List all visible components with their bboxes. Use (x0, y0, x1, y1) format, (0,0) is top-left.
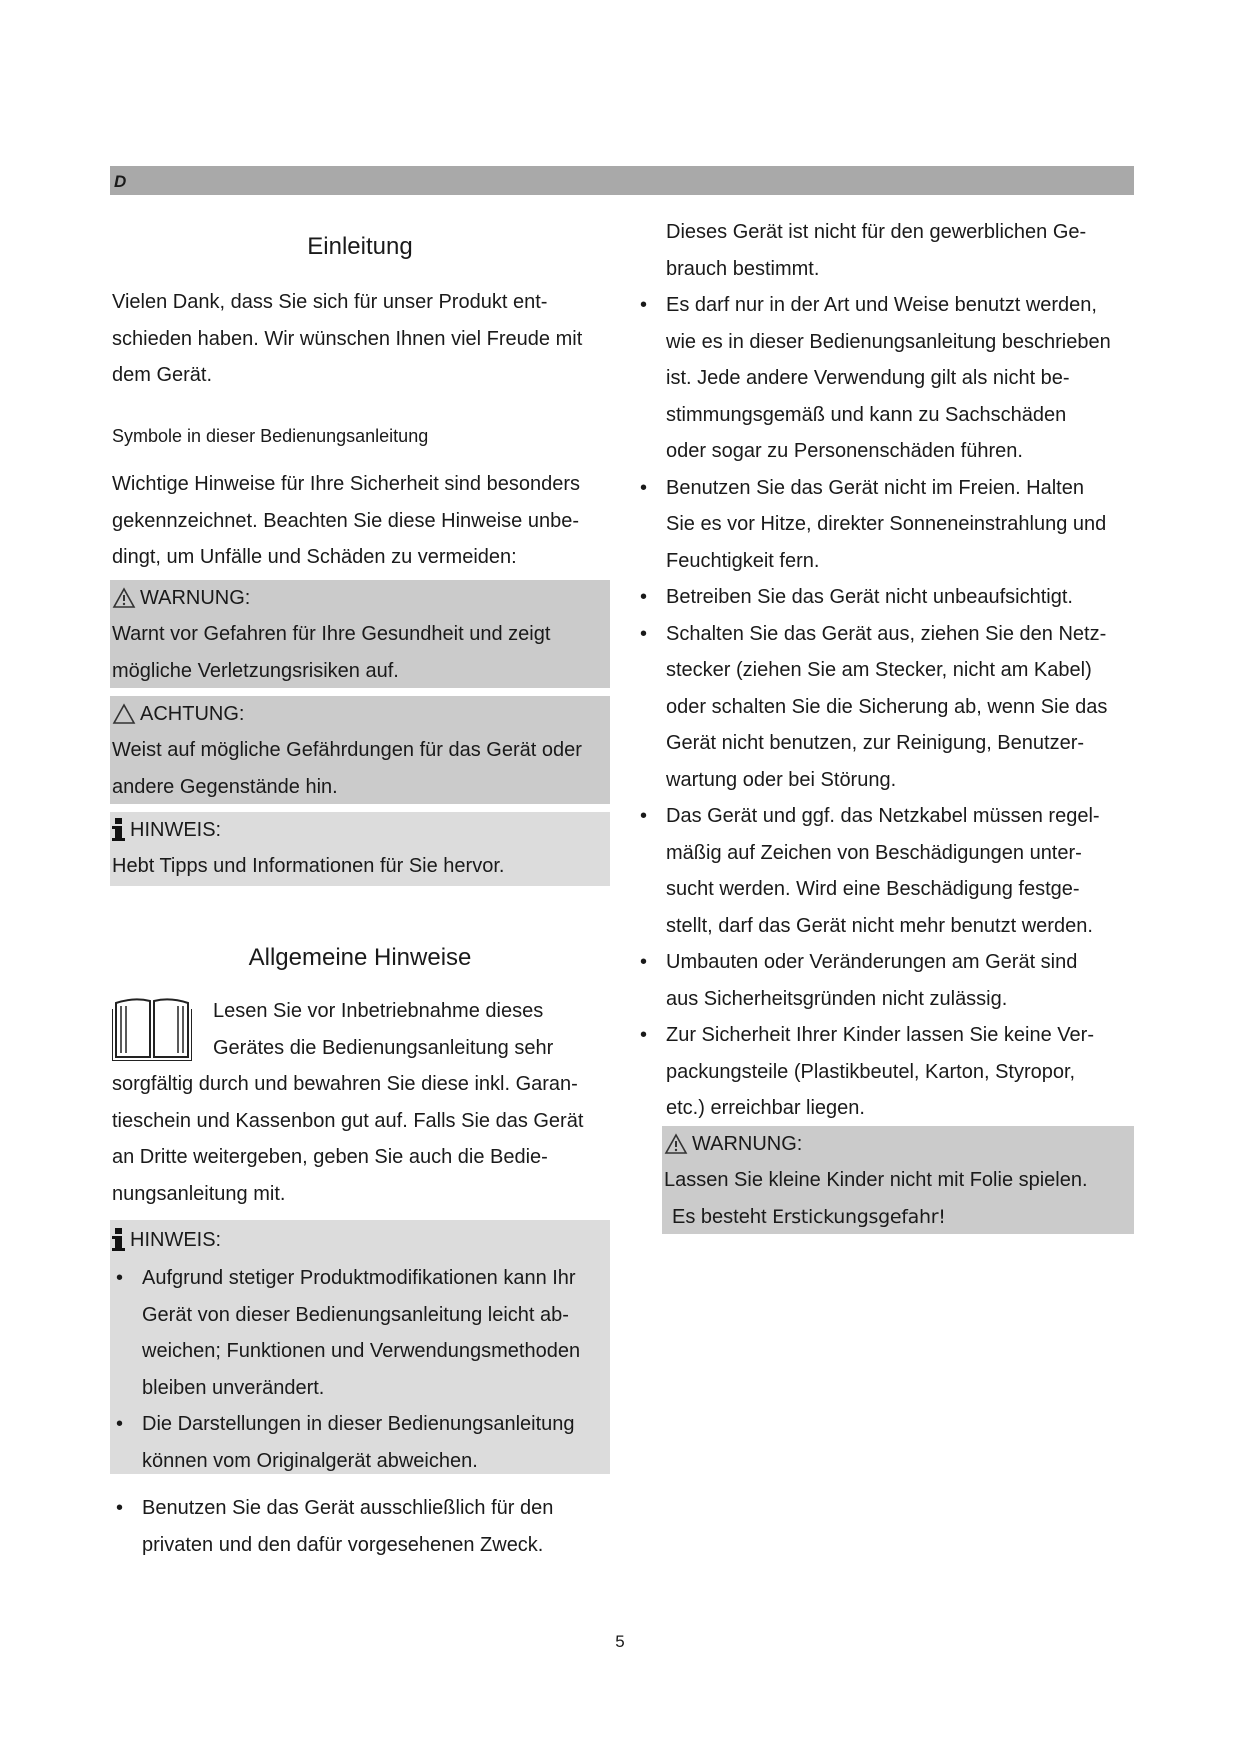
symbols-text: Wichtige Hinweise für Ihre Sicherheit sind besonders gekennzeichnet. Beachten Sie diese Hinweise unbe- dingt, um Unfälle und Schäden zu vermeiden: (112, 473, 580, 568)
list-item: • Das Gerät und ggf. das Netzkabel müssen regel- mäßig auf Zeichen von Beschädigungen unter- sucht werden. Wird eine Beschädigung festge- stellt, darf das Gerät nicht mehr benutzt werden. (636, 798, 1136, 944)
note2-title: HINWEIS: (130, 1229, 222, 1251)
header-bar (110, 166, 1134, 195)
warning-triangle-icon (664, 1133, 688, 1155)
caution-box (110, 696, 610, 804)
note-text: Hebt Tipps und Informationen für Sie hervor. (112, 855, 505, 877)
book-icon (112, 995, 192, 1061)
list-item: • Umbauten oder Veränderungen am Gerät sind aus Sicherheitsgründen nicht zulässig. (636, 944, 1136, 1017)
continuation-text: Dieses Gerät ist nicht für den gewerblichen Ge- brauch bestimmt. (666, 221, 1087, 280)
warning-text: Warnt vor Gefahren für Ihre Gesundheit und zeigt mögliche Verletzungsrisiken auf. (112, 623, 551, 682)
note-title: HINWEIS: (130, 819, 222, 841)
general-title: Allgemeine Hinweise (248, 944, 472, 971)
warning-right-text: Lassen Sie kleine Kinder nicht mit Folie spielen. Es besteht Erstickungsgefahr! (664, 1169, 1088, 1228)
list-item: • Benutzen Sie das Gerät nicht im Freien. Halten Sie es vor Hitze, direkter Sonneneinstrahlung und Feuchtigkeit fern. (636, 470, 1136, 580)
note-box (110, 812, 610, 886)
warning-box (110, 580, 610, 688)
left-bullet-list (112, 1490, 612, 1563)
list-item: • Schalten Sie das Gerät aus, ziehen Sie den Netz- stecker (ziehen Sie am Stecker, nicht am Kabel) oder schalten Sie die Sicherung ab, wenn Sie das Gerät nicht benutzen, zur Reinigung, Benutzer- wartung oder bei Störung. (636, 616, 1136, 799)
list-item: • Die Darstellungen in dieser Bedienungsanleitung können vom Originalgerät abweichen. (112, 1406, 610, 1479)
list-item: • Zur Sicherheit Ihrer Kinder lassen Sie keine Ver- packungsteile (Plastikbeutel, Karton, Styropor, etc.) erreichbar liegen. (636, 1017, 1136, 1127)
language-code: D (114, 172, 127, 191)
warning-box-right (662, 1126, 1134, 1234)
list-item: • Betreiben Sie das Gerät nicht unbeaufsichtigt. (636, 579, 1136, 616)
info-icon (112, 1228, 126, 1252)
list-item: • Benutzen Sie das Gerät ausschließlich für den privaten und den dafür vorgesehenen Zweck. (112, 1490, 612, 1563)
note-box-2 (110, 1220, 610, 1474)
general-text: sorgfältig durch und bewahren Sie diese inkl. Garan- tieschein und Kassenbon gut auf. Falls Sie das Gerät an Dritte weitergeben, geben Sie auch die Bedie- nungsanleitung mit. (112, 1073, 584, 1205)
warning-right-title: WARNUNG: (692, 1133, 803, 1155)
right-bullet-list (636, 287, 1136, 1127)
warning-triangle-icon (112, 587, 136, 609)
symbols-heading: Symbole in dieser Bedienungsanleitung (112, 426, 429, 446)
page-number: 5 (615, 1632, 625, 1651)
general-text-indented: Lesen Sie vor Inbetriebnahme dieses Gerätes die Bedienungsanleitung sehr (213, 1000, 554, 1059)
list-item: • Es darf nur in der Art und Weise benutzt werden, wie es in dieser Bedienungsanleitung beschrieben ist. Jede andere Verwendung gilt als nicht be- stimmungsgemäß und kann zu Sachschäden oder sogar zu Personenschäden führen. (636, 287, 1136, 470)
note2-list (112, 1260, 610, 1479)
intro-title: Einleitung (307, 233, 413, 260)
intro-text: Vielen Dank, dass Sie sich für unser Produkt ent- schieden haben. Wir wünschen Ihnen viel Freude mit dem Gerät. (112, 291, 583, 386)
caution-triangle-icon (112, 703, 136, 725)
caution-title: ACHTUNG: (140, 703, 245, 725)
caution-text: Weist auf mögliche Gefährdungen für das Gerät oder andere Gegenstände hin. (112, 739, 582, 798)
info-icon (112, 818, 126, 842)
warning-title: WARNUNG: (140, 587, 251, 609)
list-item: • Aufgrund stetiger Produktmodifikationen kann Ihr Gerät von dieser Bedienungsanleitung leicht ab- weichen; Funktionen und Verwendungsmethoden bleiben unverändert. (112, 1260, 610, 1406)
